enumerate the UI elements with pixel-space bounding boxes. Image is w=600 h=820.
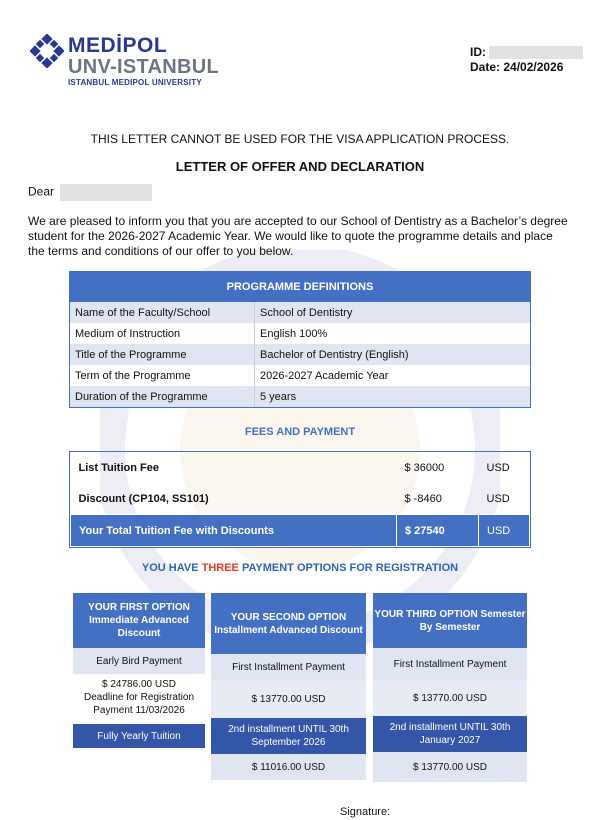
option-heading: YOUR SECOND OPTION Installment Advanced Discount — [211, 593, 366, 654]
date-label: Date: 24/02/2026 — [470, 60, 564, 74]
title-highlight: THREE — [201, 562, 239, 574]
university-logo — [30, 30, 230, 90]
total-row — [71, 515, 530, 547]
fees-heading: FEES AND PAYMENT — [244, 426, 356, 438]
visa-notice: THIS LETTER CANNOT BE USED FOR THE VISA APPLICATION PROCESS. — [90, 132, 510, 146]
option-heading: YOUR FIRST OPTION Immediate Advanced Discount — [73, 593, 205, 648]
fee-currency: USD — [486, 461, 510, 474]
greeting-text: Dear — [28, 184, 55, 199]
payment-option-first — [73, 593, 205, 748]
row-label: Duration of the Programme — [70, 386, 255, 407]
table-row — [70, 365, 530, 386]
payment-option-third — [373, 593, 527, 782]
greeting — [28, 184, 152, 201]
option-second-amount: $ 13770.00 USD — [373, 752, 527, 782]
row-value: 2026-2027 Academic Year — [255, 365, 531, 386]
fee-currency: USD — [486, 492, 510, 505]
logo-wordmark: MEDİPOL — [68, 34, 168, 57]
row-label: Title of the Programme — [70, 344, 255, 365]
logo-subtitle: UNV-ISTANBUL — [68, 56, 220, 78]
row-value: Bachelor of Dentistry (English) — [255, 344, 531, 365]
table-row — [70, 386, 530, 407]
option-heading: YOUR THIRD OPTION Semester By Semester — [373, 593, 527, 648]
option-footer: Fully Yearly Tuition — [73, 724, 205, 748]
table-row — [70, 344, 530, 365]
programme-heading: PROGRAMME DEFINITIONS — [70, 272, 530, 302]
title-part: YOU HAVE — [141, 562, 202, 574]
option-label: First Installment Payment — [373, 648, 527, 680]
fee-label: Your Total Tuition Fee with Discounts — [71, 515, 397, 547]
row-value: 5 years — [255, 386, 531, 407]
option-label: First Installment Payment — [211, 654, 366, 680]
option-label: Early Bird Payment — [73, 648, 205, 674]
fee-label: List Tuition Fee — [78, 461, 159, 474]
fee-currency: USD — [479, 515, 530, 547]
redacted-name — [60, 184, 152, 201]
id-label: ID: — [470, 45, 486, 59]
letter-title: LETTER OF OFFER AND DECLARATION — [175, 159, 425, 174]
option-deadline: Deadline for Registration Payment 11/03/2026 — [83, 692, 195, 716]
row-value: School of Dentistry — [255, 302, 531, 323]
fees-table — [70, 452, 530, 547]
id-date-block — [470, 45, 583, 75]
fee-amount: $ 27540 — [397, 515, 479, 547]
row-value: English 100% — [255, 323, 531, 344]
option-second-amount: $ 11016.00 USD — [211, 754, 366, 780]
option-second-label: 2nd installment UNTIL 30th September 2026 — [211, 718, 366, 754]
fee-label: Discount (CP104, SS101) — [78, 492, 209, 505]
table-row — [71, 452, 530, 483]
option-second-label: 2nd installment UNTIL 30th January 2027 — [373, 716, 527, 752]
row-label: Name of the Faculty/School — [70, 302, 255, 323]
option-amount: $ 13770.00 USD — [373, 680, 527, 716]
table-row — [70, 323, 530, 344]
option-amount-block — [73, 674, 205, 724]
option-amount: $ 24786.00 USD — [102, 679, 176, 690]
intro-paragraph: We are pleased to inform you that you are accepted to our School of Dentistry as a Bachelor’s degree student for the 2026-2027 Academic Year. We would like to quote the programme details and place the terms and conditions of our offer to you below. — [28, 214, 568, 258]
payment-option-second — [211, 593, 366, 780]
logo-university-name: ISTANBUL MEDIPOL UNIVERSITY — [68, 78, 202, 87]
redacted-id — [489, 46, 583, 59]
title-part: PAYMENT OPTIONS FOR REGISTRATION — [238, 562, 459, 574]
payment-options-title — [0, 562, 600, 574]
row-label: Term of the Programme — [70, 365, 255, 386]
table-row — [71, 483, 530, 515]
table-row — [70, 302, 530, 323]
medipol-emblem-icon — [30, 34, 64, 68]
row-label: Medium of Instruction — [70, 323, 255, 344]
signature-label: Signature: — [340, 806, 391, 818]
option-amount: $ 13770.00 USD — [211, 680, 366, 718]
programme-table — [70, 272, 530, 407]
fee-amount: $ -8460 — [404, 492, 442, 505]
fee-amount: $ 36000 — [404, 461, 445, 474]
